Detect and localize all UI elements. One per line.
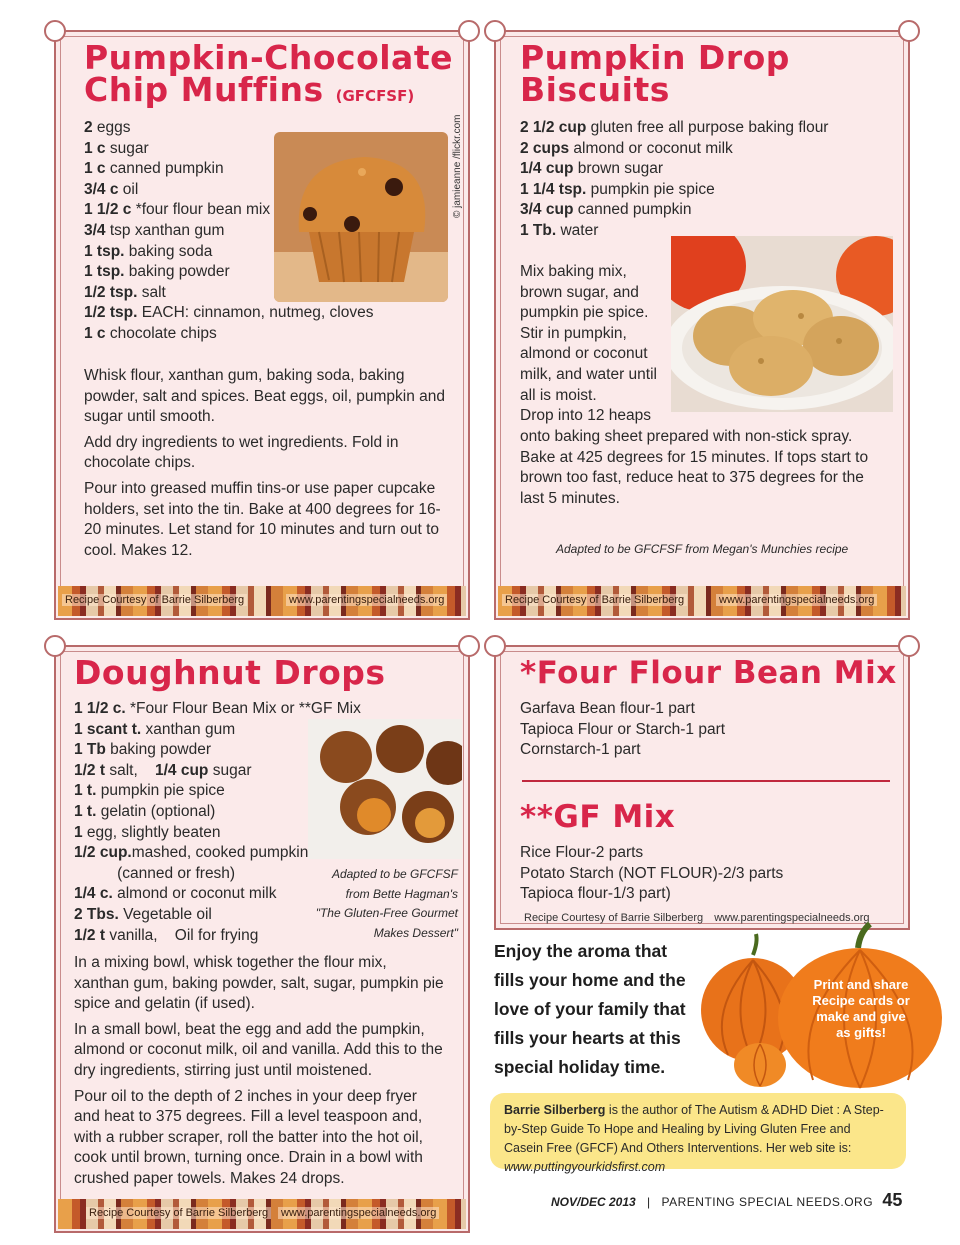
author-name: Barrie Silberberg xyxy=(504,1103,606,1117)
ingredient-text: egg, slightly beaten xyxy=(82,823,221,841)
card-footer-stripe xyxy=(58,1199,466,1229)
site-link[interactable]: www.parentingspecialneeds.org xyxy=(286,594,447,606)
ingredient-qty: 1 xyxy=(74,823,83,841)
ingredient-text: baking soda xyxy=(124,242,213,260)
ingredient-qty: 1/2 t xyxy=(74,926,106,944)
ingredient-qty: 1 1/2 c xyxy=(84,201,132,219)
ingredient-text: tsp xanthan gum xyxy=(105,221,225,239)
title-line-2 xyxy=(84,70,453,112)
ingredient-qty: 1/4 c. xyxy=(74,885,113,903)
instruction-line: almond or coconut xyxy=(520,345,648,363)
ingredient-text: eggs xyxy=(92,119,131,136)
mix-item: Tapioca Flour or Starch-1 part xyxy=(520,720,726,738)
ingredient-text: baking powder xyxy=(105,741,211,759)
caption-line: Recipe cards or xyxy=(812,993,910,1008)
instruction-line: brown sugar, and xyxy=(520,283,639,301)
instruction-paragraph: Whisk flour, xanthan gum, baking soda, baking powder, salt and spices. Beat eggs, oil, pumpkin and sugar until smooth. xyxy=(84,367,446,426)
title-line-2: Biscuits xyxy=(520,70,670,109)
adapted-line: Makes Dessert" xyxy=(373,925,458,940)
mix-item: Potato Starch (NOT FLOUR)-2/3 parts xyxy=(520,864,784,882)
ingredient-qty: 2 xyxy=(84,119,93,136)
site-link[interactable]: www.parentingspecialneeds.org xyxy=(714,912,870,924)
ingredient-qty: 1/2 tsp. xyxy=(84,304,138,322)
instruction-line: Mix baking mix, xyxy=(520,263,627,280)
caption-line: make and give xyxy=(816,1009,906,1024)
adapted-line: Adapted to be GFCFSF xyxy=(331,867,458,881)
ingredient-text: baking powder xyxy=(124,263,230,281)
message-line: special holiday time. xyxy=(494,1057,666,1077)
ingredient-text: water xyxy=(556,221,599,239)
photo-credit: © jamieanne /flickr.com xyxy=(452,114,463,218)
recipe-title: Doughnut Drops xyxy=(74,653,386,692)
caption-line: Print and share xyxy=(813,977,909,992)
mix-title-1: *Four Flour Bean Mix xyxy=(520,655,897,691)
mix-item: Rice Flour-2 parts xyxy=(520,844,644,861)
ingredient-qty: 1/2 t xyxy=(74,761,106,779)
instruction-line: all is moist. xyxy=(520,386,597,404)
ingredient-line xyxy=(520,139,828,160)
ingredient-line xyxy=(520,118,828,139)
title-line-1: Pumpkin Drop xyxy=(520,38,790,77)
ingredient-text: xanthan gum xyxy=(141,720,236,738)
corner-notch xyxy=(898,20,920,42)
ingredient-qty: 3/4 c xyxy=(84,180,119,198)
mix-item: Garfava Bean flour-1 part xyxy=(520,700,695,717)
ingredient-text: gelatin (optional) xyxy=(96,802,216,820)
ingredient-text: almond or coconut milk xyxy=(112,885,277,903)
page-number: 45 xyxy=(882,1190,903,1210)
instruction-paragraph: In a mixing bowl, whisk together the flour mix, xanthan gum, baking powder, salt, sugar, pumpkin pie spice and gelatin (if used). xyxy=(74,954,444,1013)
title-line-2-text: Chip Muffins xyxy=(84,70,324,109)
corner-notch xyxy=(44,20,66,42)
ingredient-text: pumpkin pie spice xyxy=(96,782,225,800)
ingredient-qty: 1 1/2 c. xyxy=(74,700,126,717)
ingredient-qty: 2 1/2 cup xyxy=(520,119,587,136)
instruction-paragraph: Pour oil to the depth of 2 inches in your deep fryer and heat to 375 degrees. Fill a level teaspoon and, with a rubber scraper, roll the batter into the hot oil, cook until brown, turning once. Drain in a bowl with crushed paper towels. Makes 24 drops. xyxy=(74,1087,423,1187)
ingredient-text: oil xyxy=(118,180,139,198)
recipe-title xyxy=(520,38,790,109)
ingredient-line xyxy=(84,324,373,345)
doughnut-photo xyxy=(308,719,462,859)
ingredient-text: sugar xyxy=(105,139,149,157)
footer-separator: | xyxy=(647,1195,651,1209)
ingredient-qty: 1 c xyxy=(84,160,106,178)
ingredient-qty: 3/4 xyxy=(84,221,106,239)
muffin-photo xyxy=(274,132,448,302)
ingredient-line xyxy=(74,699,361,720)
courtesy-label: Recipe Courtesy of Barrie Silberberg xyxy=(62,594,247,606)
recipe-title xyxy=(84,38,453,112)
muffin-image xyxy=(274,132,448,302)
mix-item: Cornstarch-1 part xyxy=(520,741,641,759)
ingredient-qty: 1 1/4 tsp. xyxy=(520,180,587,198)
site-link[interactable]: www.parentingspecialneeds.org xyxy=(278,1207,439,1219)
corner-notch xyxy=(484,20,506,42)
ingredient-qty: 2 Tbs. xyxy=(74,905,119,923)
pumpkin-caption xyxy=(796,977,926,1041)
ingredient-qty: 1 Tb xyxy=(74,741,106,759)
ingredient-line xyxy=(520,180,828,201)
ingredient-text: *Four Flour Bean Mix or **GF Mix xyxy=(125,700,361,717)
courtesy-text: Recipe Courtesy of Barrie Silberberg xyxy=(524,912,704,924)
ingredient-text: *four flour bean mix xyxy=(131,201,271,219)
ingredient-text: salt, xyxy=(105,761,155,779)
ingredient-line xyxy=(520,159,828,180)
ingredient-text: mashed, cooked pumpkin xyxy=(131,844,309,862)
courtesy-label: Recipe Courtesy of Barrie Silberberg xyxy=(502,594,687,606)
instructions-wide: onto baking sheet prepared with non-stick spray. Bake at 425 degrees for 15 minutes. If tops start to brown too fast, reduce heat to 375 degrees for the last 5 minutes. xyxy=(520,428,869,507)
adapted-line: from Bette Hagman's xyxy=(345,886,458,901)
ingredient-text: canned pumpkin xyxy=(105,160,224,178)
corner-notch xyxy=(484,635,506,657)
page-footer xyxy=(551,1190,902,1211)
card-footer-stripe xyxy=(58,586,466,616)
mix-item: Tapioca flour-1/3 part) xyxy=(520,885,671,903)
adapted-note xyxy=(316,865,458,943)
instruction-paragraph: Add dry ingredients to wet ingredients. Fold in chocolate chips. xyxy=(84,433,399,472)
corner-notch xyxy=(898,635,920,657)
instructions-narrow xyxy=(520,262,670,427)
ingredient-text: vanilla, Oil for frying xyxy=(105,926,259,944)
instruction-line: Drop into 12 heaps xyxy=(520,407,651,425)
message-line: Enjoy the aroma that xyxy=(494,941,668,961)
ingredient-qty: 1 t. xyxy=(74,802,97,820)
biscuit-image xyxy=(671,236,893,412)
ingredient-qty: 1/2 cup. xyxy=(74,844,132,862)
publication-name: PARENTING SPECIAL NEEDS.ORG xyxy=(661,1195,874,1209)
ingredient-text: gluten free all purpose baking flour xyxy=(586,119,829,136)
title-line-1: Pumpkin-Chocolate xyxy=(84,38,453,77)
message-line: love of your family that xyxy=(494,999,686,1019)
ingredient-text: canned pumpkin xyxy=(573,201,692,219)
site-link[interactable]: www.parentingspecialneeds.org xyxy=(716,594,877,606)
message-line: fills your hearts at this xyxy=(494,1028,681,1048)
ingredient-text: Vegetable oil xyxy=(118,905,212,923)
ingredient-text: brown sugar xyxy=(573,160,664,178)
ingredient-qty: 1 t. xyxy=(74,782,97,800)
corner-notch xyxy=(458,635,480,657)
card-footer-stripe xyxy=(498,586,906,616)
caption-line: as gifts! xyxy=(836,1025,886,1040)
corner-notch xyxy=(458,20,480,42)
ingredient-text: EACH: cinnamon, nutmeg, cloves xyxy=(137,304,374,322)
author-box xyxy=(490,1093,906,1174)
mix-divider xyxy=(522,780,890,782)
ingredient-qty: 1/4 cup xyxy=(154,761,209,779)
mix-list-1 xyxy=(520,699,725,761)
doughnut-image xyxy=(308,719,462,859)
adapted-line: "The Gluten-Free Gourmet xyxy=(315,906,458,920)
author-url[interactable]: www.puttingyourkidsfirst.com xyxy=(504,1160,666,1174)
instruction-paragraph: Pour into greased muffin tins-or use paper cupcake holders, set into the tin. Bake at 400 degrees for 16-20 minutes. Let stand for 10 minutes and turn out to cool. Makes 12. xyxy=(84,479,441,559)
ingredient-line xyxy=(84,303,373,324)
mixes-card xyxy=(494,645,910,930)
ingredient-text: chocolate chips xyxy=(105,324,217,342)
courtesy-label: Recipe Courtesy of Barrie Silberberg xyxy=(86,1207,271,1219)
instructions xyxy=(74,953,444,1195)
issue-date: NOV/DEC 2013 xyxy=(551,1195,636,1209)
mix-list-2 xyxy=(520,843,783,905)
muffins-card xyxy=(54,30,470,620)
ingredient-qty: 1/2 tsp. xyxy=(84,283,138,301)
ingredient-qty: 1 c xyxy=(84,324,106,342)
instructions xyxy=(84,366,449,566)
ingredient-qty: 1 c xyxy=(84,139,106,157)
title-tag: (GFCFSF) xyxy=(335,87,415,105)
ingredient-line xyxy=(520,200,828,221)
doughnut-card xyxy=(54,645,470,1233)
ingredient-qty: 1 Tb. xyxy=(520,221,557,239)
instruction-line: Stir in pumpkin, xyxy=(520,324,627,342)
ingredient-qty: 2 cups xyxy=(520,139,570,157)
holiday-message xyxy=(494,937,686,1082)
instruction-line: milk, and water until xyxy=(520,365,657,383)
corner-notch xyxy=(44,635,66,657)
ingredient-text: (canned or fresh) xyxy=(74,864,236,882)
instruction-line: pumpkin pie spice. xyxy=(520,304,649,322)
ingredient-qty: 1 scant t. xyxy=(74,720,142,738)
ingredient-qty: 3/4 cup xyxy=(520,201,574,219)
message-line: fills your home and the xyxy=(494,970,686,990)
ingredient-text: pumpkin pie spice xyxy=(586,180,715,198)
ingredient-qty: 1 tsp. xyxy=(84,242,125,260)
ingredient-text: salt xyxy=(137,283,166,301)
adapted-note: Adapted to be GFCFSF from Megan's Munchies recipe xyxy=(556,542,849,556)
ingredient-text: almond or coconut milk xyxy=(569,139,733,157)
mix-title-2: **GF Mix xyxy=(520,799,676,835)
ingredient-text: sugar xyxy=(208,761,252,779)
ingredient-list xyxy=(520,118,828,242)
pumpkins-graphic xyxy=(698,920,948,1090)
ingredient-qty: 1 tsp. xyxy=(84,263,125,281)
author-bio: is the author of The Autism & ADHD Diet : A Step-by-Step Guide To Hope and Healing by Living Gluten Free and Casein Free (GFCF) And Others Interventions. Her web site is: xyxy=(504,1103,884,1155)
instruction-paragraph: In a small bowl, beat the egg and add the pumpkin, almond or coconut milk, oil and vanilla. Add this to the dry ingredients, stirring just until moistened. xyxy=(74,1020,443,1079)
biscuits-card xyxy=(494,30,910,620)
ingredient-qty: 1/4 cup xyxy=(520,160,574,178)
biscuit-photo xyxy=(671,236,893,412)
